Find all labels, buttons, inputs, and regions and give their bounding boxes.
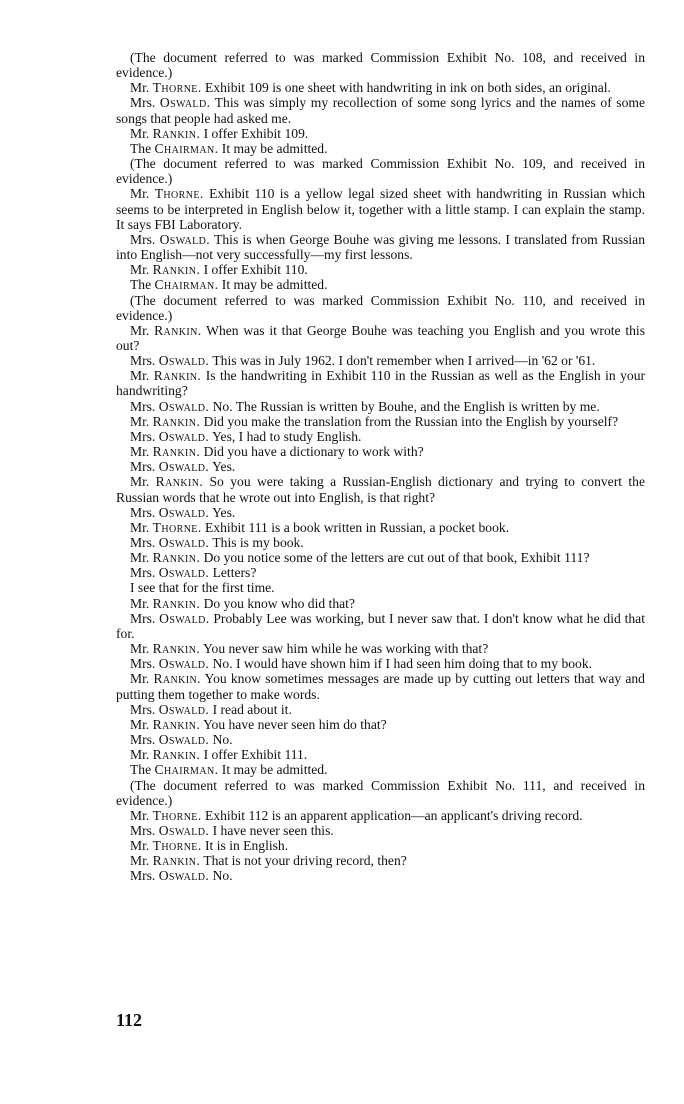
speaker-name: Thorne. <box>154 186 204 202</box>
speaker-title: Mrs. <box>130 428 156 444</box>
speaker-name: Rankin. <box>155 474 204 490</box>
paragraph-text: (The document referred to was marked Commission Exhibit No. 108, and received in evidence.) <box>116 50 645 81</box>
paragraph-text: Did you make the translation from the Russian into the English by yourself? <box>203 413 619 429</box>
paragraph-text: This was in July 1962. I don't remember when I arrived—in '62 or '61. <box>212 353 596 369</box>
speaker-title: Mrs. <box>130 504 156 520</box>
speaker-title: Mr. <box>130 595 150 611</box>
testimony-paragraph <box>116 641 645 656</box>
speaker-title: The <box>130 277 152 293</box>
testimony-paragraph <box>116 853 645 868</box>
paragraph-text: It may be admitted. <box>221 140 328 156</box>
speaker-name: Rankin. <box>152 747 201 763</box>
transcript-body <box>116 50 645 884</box>
speaker-title: Mr. <box>130 322 150 338</box>
testimony-paragraph <box>116 323 645 353</box>
paragraph-text: I have never seen this. <box>212 822 334 838</box>
testimony-paragraph <box>116 565 645 580</box>
paragraph-text: Exhibit 109 is one sheet with handwriting in ink on both sides, an original. <box>205 80 611 96</box>
testimony-paragraph <box>116 868 645 883</box>
paragraph-text: Do you notice some of the letters are cut out of that book, Exhibit 111? <box>203 550 590 566</box>
speaker-title: Mrs. <box>130 610 156 626</box>
paragraph-text: That is not your driving record, then? <box>203 853 407 869</box>
paragraph-text: Yes, I had to study English. <box>212 428 362 444</box>
speaker-title: Mr. <box>130 716 150 732</box>
paragraph-text: Exhibit 112 is an apparent application—an applicant's driving record. <box>205 807 583 823</box>
speaker-name: Oswald. <box>159 95 211 111</box>
speaker-title: Mr. <box>130 186 150 202</box>
paragraph-text: (The document referred to was marked Commission Exhibit No. 109, and received in evidence.) <box>116 156 645 187</box>
paragraph-text: Do you know who did that? <box>203 595 355 611</box>
paragraph-text: You have never seen him do that? <box>203 716 387 732</box>
testimony-paragraph <box>116 95 645 125</box>
testimony-paragraph <box>116 671 645 701</box>
speaker-name: Oswald. <box>158 428 210 444</box>
paragraph-text: It is in English. <box>205 838 289 854</box>
speaker-title: Mr. <box>130 413 150 429</box>
speaker-title: Mrs. <box>130 701 156 717</box>
paragraph-text: I see that for the first time. <box>130 580 275 596</box>
testimony-paragraph <box>116 126 645 141</box>
testimony-paragraph <box>116 459 645 474</box>
speaker-name: Thorne. <box>152 807 202 823</box>
paragraph-text: I read about it. <box>212 701 292 717</box>
speaker-name: Rankin. <box>152 444 201 460</box>
speaker-name: Rankin. <box>152 262 201 278</box>
speaker-title: Mr. <box>130 125 150 141</box>
paragraph-text: Probably Lee was working, but I never saw that. I don't know what he did that for. <box>116 610 645 641</box>
paragraph-text: No. I would have shown him if I had seen him doing that to my book. <box>212 656 593 672</box>
paragraph-text: This was simply my recollection of some song lyrics and the names of some songs that people had asked me. <box>116 95 645 126</box>
paragraph-text: So you were taking a Russian-English dictionary and trying to convert the Russian words that he wrote out into English, is that right? <box>116 474 645 505</box>
page-number: 112 <box>116 1010 143 1030</box>
paragraph-text: No. <box>212 732 233 748</box>
paragraph-text: I offer Exhibit 111. <box>203 747 308 763</box>
paragraph-text: (The document referred to was marked Commission Exhibit No. 110, and received in evidence.) <box>116 292 645 323</box>
paragraph-text: Exhibit 110 is a yellow legal sized sheet with handwriting in Russian which seems to be interpreted in English below it, together with a little stamp. I can explain the stamp. It says FBI Laboratory. <box>116 186 645 232</box>
speaker-title: Mrs. <box>130 95 156 111</box>
speaker-title: Mr. <box>130 262 150 278</box>
speaker-title: Mrs. <box>130 353 156 369</box>
speaker-title: The <box>130 762 152 778</box>
testimony-paragraph <box>116 808 645 823</box>
testimony-paragraph <box>116 444 645 459</box>
speaker-name: Rankin. <box>154 322 202 338</box>
speaker-name: Oswald. <box>158 868 210 884</box>
paragraph-text: It may be admitted. <box>221 277 328 293</box>
speaker-name: Rankin. <box>152 716 201 732</box>
speaker-name: Rankin. <box>152 641 201 657</box>
speaker-name: Oswald. <box>158 701 210 717</box>
speaker-name: Rankin. <box>153 368 202 384</box>
testimony-paragraph <box>116 186 645 231</box>
speaker-title: Mr. <box>130 80 150 96</box>
testimony-paragraph <box>116 232 645 262</box>
paragraph-text: I offer Exhibit 109. <box>203 125 309 141</box>
testimony-paragraph <box>116 474 645 504</box>
record-note <box>116 580 645 595</box>
testimony-paragraph <box>116 732 645 747</box>
speaker-title: Mr. <box>130 853 150 869</box>
testimony-paragraph <box>116 838 645 853</box>
testimony-paragraph <box>116 596 645 611</box>
speaker-name: Rankin. <box>152 853 201 869</box>
speaker-title: Mr. <box>130 838 150 854</box>
speaker-title: Mrs. <box>130 231 156 247</box>
testimony-paragraph <box>116 823 645 838</box>
speaker-name: Oswald. <box>158 656 210 672</box>
testimony-paragraph <box>116 141 645 156</box>
speaker-name: Oswald. <box>158 504 210 520</box>
paragraph-text: I offer Exhibit 110. <box>203 262 308 278</box>
paragraph-text: When was it that George Bouhe was teaching you English and you wrote this out? <box>116 322 646 353</box>
testimony-paragraph <box>116 505 645 520</box>
speaker-name: Thorne. <box>152 519 202 535</box>
paragraph-text: Yes. <box>212 459 236 475</box>
testimony-paragraph <box>116 429 645 444</box>
testimony-paragraph <box>116 353 645 368</box>
speaker-name: Oswald. <box>159 231 211 247</box>
speaker-name: Rankin. <box>153 671 201 687</box>
paragraph-text: Exhibit 111 is a book written in Russian, a pocket book. <box>205 519 510 535</box>
record-note <box>116 293 645 323</box>
speaker-title: Mrs. <box>130 656 156 672</box>
speaker-title: Mr. <box>130 550 150 566</box>
speaker-title: Mr. <box>130 641 150 657</box>
speaker-name: Oswald. <box>159 610 210 626</box>
speaker-name: Oswald. <box>158 565 210 581</box>
testimony-paragraph <box>116 80 645 95</box>
speaker-title: Mrs. <box>130 398 156 414</box>
testimony-paragraph <box>116 535 645 550</box>
testimony-paragraph <box>116 656 645 671</box>
paragraph-text: Is the handwriting in Exhibit 110 in the Russian as well as the English in your handwriting? <box>116 368 646 399</box>
testimony-paragraph <box>116 702 645 717</box>
speaker-title: The <box>130 140 152 156</box>
record-note <box>116 156 645 186</box>
testimony-paragraph <box>116 277 645 292</box>
speaker-name: Oswald. <box>158 353 210 369</box>
paragraph-text: Did you have a dictionary to work with? <box>203 444 424 460</box>
speaker-name: Chairman. <box>154 277 219 293</box>
speaker-title: Mrs. <box>130 565 156 581</box>
speaker-name: Chairman. <box>154 140 219 156</box>
speaker-name: Oswald. <box>158 822 210 838</box>
paragraph-text: Letters? <box>212 565 257 581</box>
speaker-title: Mr. <box>130 671 150 687</box>
speaker-name: Rankin. <box>152 413 201 429</box>
paragraph-text: It may be admitted. <box>221 762 328 778</box>
record-note <box>116 778 645 808</box>
paragraph-text: No. The Russian is written by Bouhe, and the English is written by me. <box>212 398 600 414</box>
speaker-title: Mrs. <box>130 732 156 748</box>
speaker-name: Chairman. <box>154 762 219 778</box>
speaker-name: Oswald. <box>158 732 210 748</box>
speaker-title: Mr. <box>130 807 150 823</box>
paragraph-text: (The document referred to was marked Commission Exhibit No. 111, and received in evidence.) <box>116 777 645 808</box>
testimony-paragraph <box>116 262 645 277</box>
testimony-paragraph <box>116 520 645 535</box>
speaker-title: Mrs. <box>130 868 156 884</box>
speaker-name: Oswald. <box>158 459 210 475</box>
paragraph-text: You know sometimes messages are made up by cutting out letters that way and putting them together to make words. <box>116 671 645 702</box>
testimony-paragraph <box>116 368 645 398</box>
testimony-paragraph <box>116 414 645 429</box>
record-note <box>116 50 645 80</box>
paragraph-text: This is when George Bouhe was giving me lessons. I translated from Russian into English—not very successfully—my first lessons. <box>116 231 646 263</box>
speaker-name: Rankin. <box>152 550 201 566</box>
paragraph-text: This is my book. <box>212 535 304 550</box>
testimony-paragraph <box>116 550 645 565</box>
speaker-title: Mrs. <box>130 459 156 475</box>
testimony-paragraph <box>116 399 645 414</box>
speaker-title: Mrs. <box>130 535 156 550</box>
speaker-name: Thorne. <box>152 80 202 96</box>
speaker-title: Mr. <box>130 444 150 460</box>
testimony-paragraph <box>116 611 645 641</box>
paragraph-text: Yes. <box>212 504 236 520</box>
paragraph-text: You never saw him while he was working with that? <box>203 641 489 657</box>
testimony-paragraph <box>116 717 645 732</box>
speaker-title: Mr. <box>130 519 150 535</box>
speaker-title: Mr. <box>130 368 150 384</box>
speaker-name: Rankin. <box>152 125 201 141</box>
speaker-name: Oswald. <box>158 398 210 414</box>
speaker-name: Thorne. <box>152 838 202 854</box>
speaker-title: Mrs. <box>130 822 156 838</box>
testimony-paragraph <box>116 762 645 777</box>
testimony-paragraph <box>116 747 645 762</box>
speaker-title: Mr. <box>130 474 150 490</box>
speaker-name: Oswald. <box>158 535 210 550</box>
speaker-title: Mr. <box>130 747 150 763</box>
paragraph-text: No. <box>212 868 233 884</box>
speaker-name: Rankin. <box>152 595 201 611</box>
